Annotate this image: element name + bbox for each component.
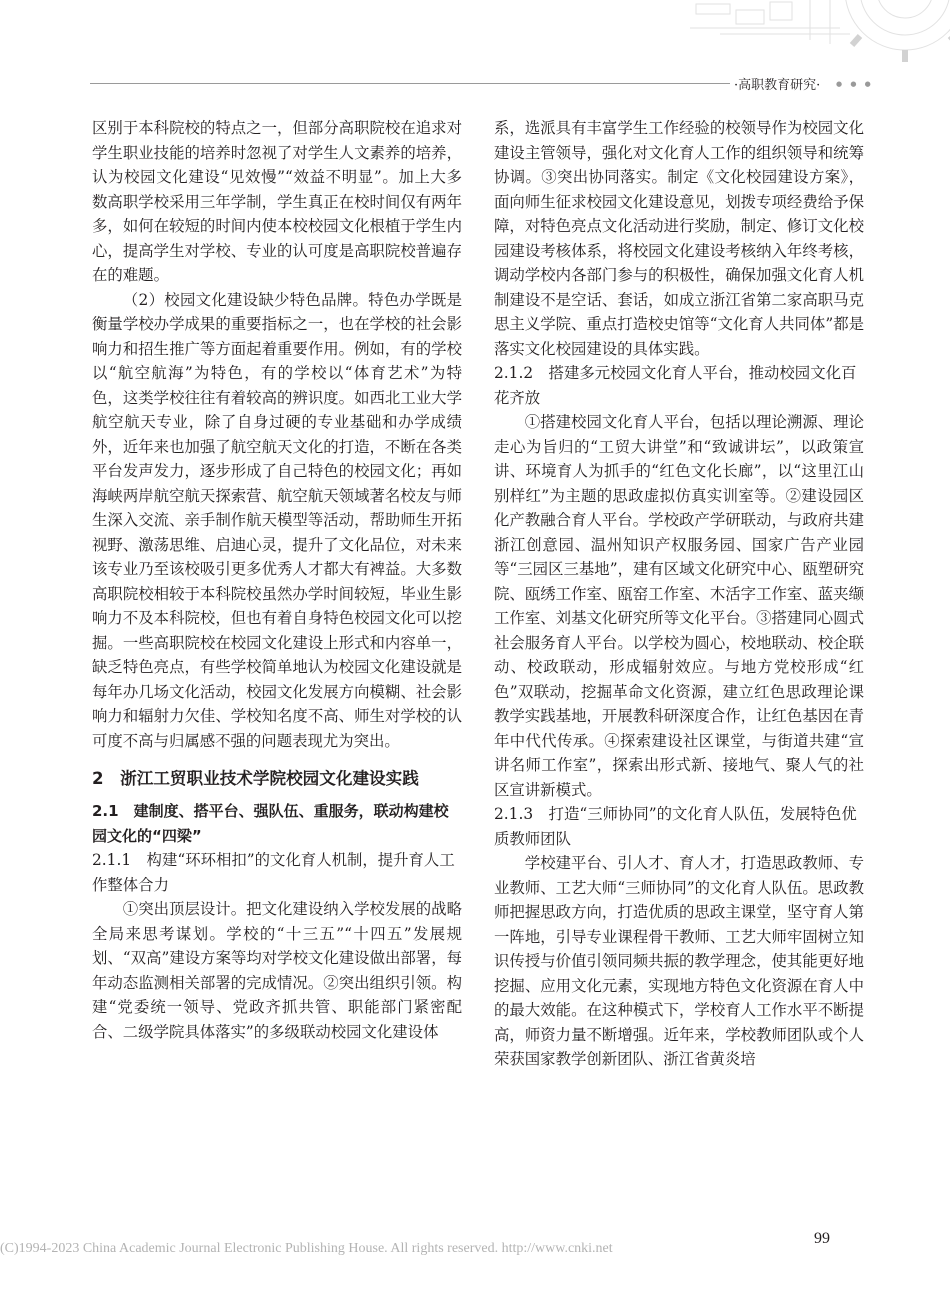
subsubsection-heading: 2.1.3 打造“三师协同”的文化育人队伍，发展特色优质教师团队 <box>494 805 857 848</box>
paragraph: 系，选派具有丰富学生工作经验的校领导作为校园文化建设主管领导，强化对文化育人工作的组织领导和统筹协调。③突出协同落实。制定《文化校园建设方案》，面向师生征求校园文化建设意见，划拨专项经费给予保障，对特色亮点文化活动进行奖励，制定、修订文化校园建设考核体系，将校园文化建设考核纳入年终考核，调动学校内各部门参与的积极性，确保加强文化育人机制建设不是空话、套话，如成立浙江省第二家高职马克思主义学院、重点打造校史馆等“文化育人共同体”都是落实文化校园建设的具体实践。 <box>494 119 864 358</box>
subsubsection-heading: 2.1.2 搭建多元校园文化育人平台，推动校园文化百花齐放 <box>494 364 857 407</box>
right-column <box>494 116 864 1072</box>
subsubsection-heading: 2.1.1 构建“环环相扣”的文化育人机制，提升育人工作整体合力 <box>92 851 455 894</box>
page-number: 99 <box>814 1230 830 1247</box>
paragraph: 区别于本科院校的特点之一，但部分高职院校在追求对学生职业技能的培养时忽视了对学生人文素养的培养，认为校园文化建设“见效慢”“效益不明显”。加上大多数高职学校采用三年学制，学生真正在校时间仅有两年多，如何在较短的时间内使本校校园文化根植于学生内心，提高学生对学校、专业的认可度是高职院校普遍存在的难题。 <box>92 119 462 284</box>
header-rule <box>90 83 730 84</box>
paragraph: 学校建平台、引人才、育人才，打造思政教师、专业教师、工艺大师“三师协同”的文化育人队伍。思政教师把握思政方向，打造优质的思政主课堂，坚守育人第一阵地，引导专业课程骨干教师、工艺大师牢固树立知识传授与价值引领同频共振的教学理念，使其能更好地挖掘、应用文化元素，实现地方特色文化资源在育人中的最大效能。在这种模式下，学校育人工作水平不断提高，师资力量不断增强。近年来，学校教师团队或个人荣获国家教学创新团队、浙江省黄炎培 <box>494 854 864 1068</box>
running-header: ·高职教育研究· <box>734 78 821 93</box>
paragraph: ①搭建校园文化育人平台，包括以理论溯源、理论走心为旨归的“工贸大讲堂”和“致诚讲坛”，以政策宣讲、环境育人为抓手的“红色文化长廊”，以“这里江山别样红”为主题的思政虚拟仿真实训室等。②建设园区化产教融合育人平台。学校政产学研联动，与政府共建浙江创意园、温州知识产权服务园、国家广告产业园等“三园区三基地”，建有区域文化研究中心、瓯塑研究院、瓯绣工作室、瓯窑工作室、木活字工作室、蓝夹缬工作室、刘基文化研究所等文化平台。③搭建同心圆式社会服务育人平台。以学校为圆心，校地联动、校企联动、校政联动，形成辐射效应。与地方党校形成“红色”双联动，挖掘革命文化资源，建立红色思政理论课教学实践基地，开展教科研深度合作，让红色基因在青年中代代传承。④探索建设社区课堂，与街道共建“宣讲名师工作室”，探索出形式新、接地气、聚人气的社区宣讲新模式。 <box>494 413 864 799</box>
paragraph: （2）校园文化建设缺少特色品牌。特色办学既是衡量学校办学成果的重要指标之一，也在学校的社会影响力和招生推广等方面起着重要作用。例如，有的学校以“航空航海”为特色，有的学校以“体育艺术”为特色，这类学校往往有着较高的辨识度。如西北工业大学航空航天专业，除了自身过硬的专业基础和办学成绩外，近年来也加强了航空航天文化的打造，不断在各类平台发声发力，逐步形成了自己特色的校园文化；再如海峡两岸航空航天探索营、航空航天领域著名校友与师生深入交流、亲手制作航天模型等活动，帮助师生开拓视野、激荡思维、启迪心灵，提升了文化品位，对未来该专业乃至该校吸引更多优秀人才都大有裨益。大多数高职院校相较于本科院校虽然办学时间较短，毕业生影响力不及本科院校，但也有着自身特色校园文化可以挖掘。一些高职院校在校园文化建设上形式和内容单一，缺乏特色亮点，有些学校简单地认为校园文化建设就是每年办几场文化活动，校园文化发展方向模糊、社会影响力和辐射力欠佳、学校知名度不高、师生对学校的认可度不高与归属感不强的问题表现尤为突出。 <box>92 290 462 750</box>
section-heading: 2 浙江工贸职业技术学院校园文化建设实践 <box>92 769 419 788</box>
left-column <box>92 116 462 1044</box>
subsection-heading: 2.1 建制度、搭平台、强队伍、重服务，联动构建校园文化的“四梁” <box>92 802 449 845</box>
copyright-footer: (C)1994-2023 China Academic Journal Electronic Publishing House. All rights reserved. http://www.cnki.net <box>0 1241 613 1256</box>
paragraph: ①突出顶层设计。把文化建设纳入学校发展的战略全局来思考谋划。学校的“十三五”“十四五”发展规划、“双高”建设方案等均对学校文化建设做出部署，每年动态监测相关部署的完成情况。②突出组织引领。构建“党委统一领导、党政齐抓共管、职能部门紧密配合、二级学院具体落实”的多级联动校园文化建设体 <box>92 900 462 1041</box>
header-dots: ● ● ● <box>836 80 874 88</box>
header-decoration <box>690 0 950 70</box>
